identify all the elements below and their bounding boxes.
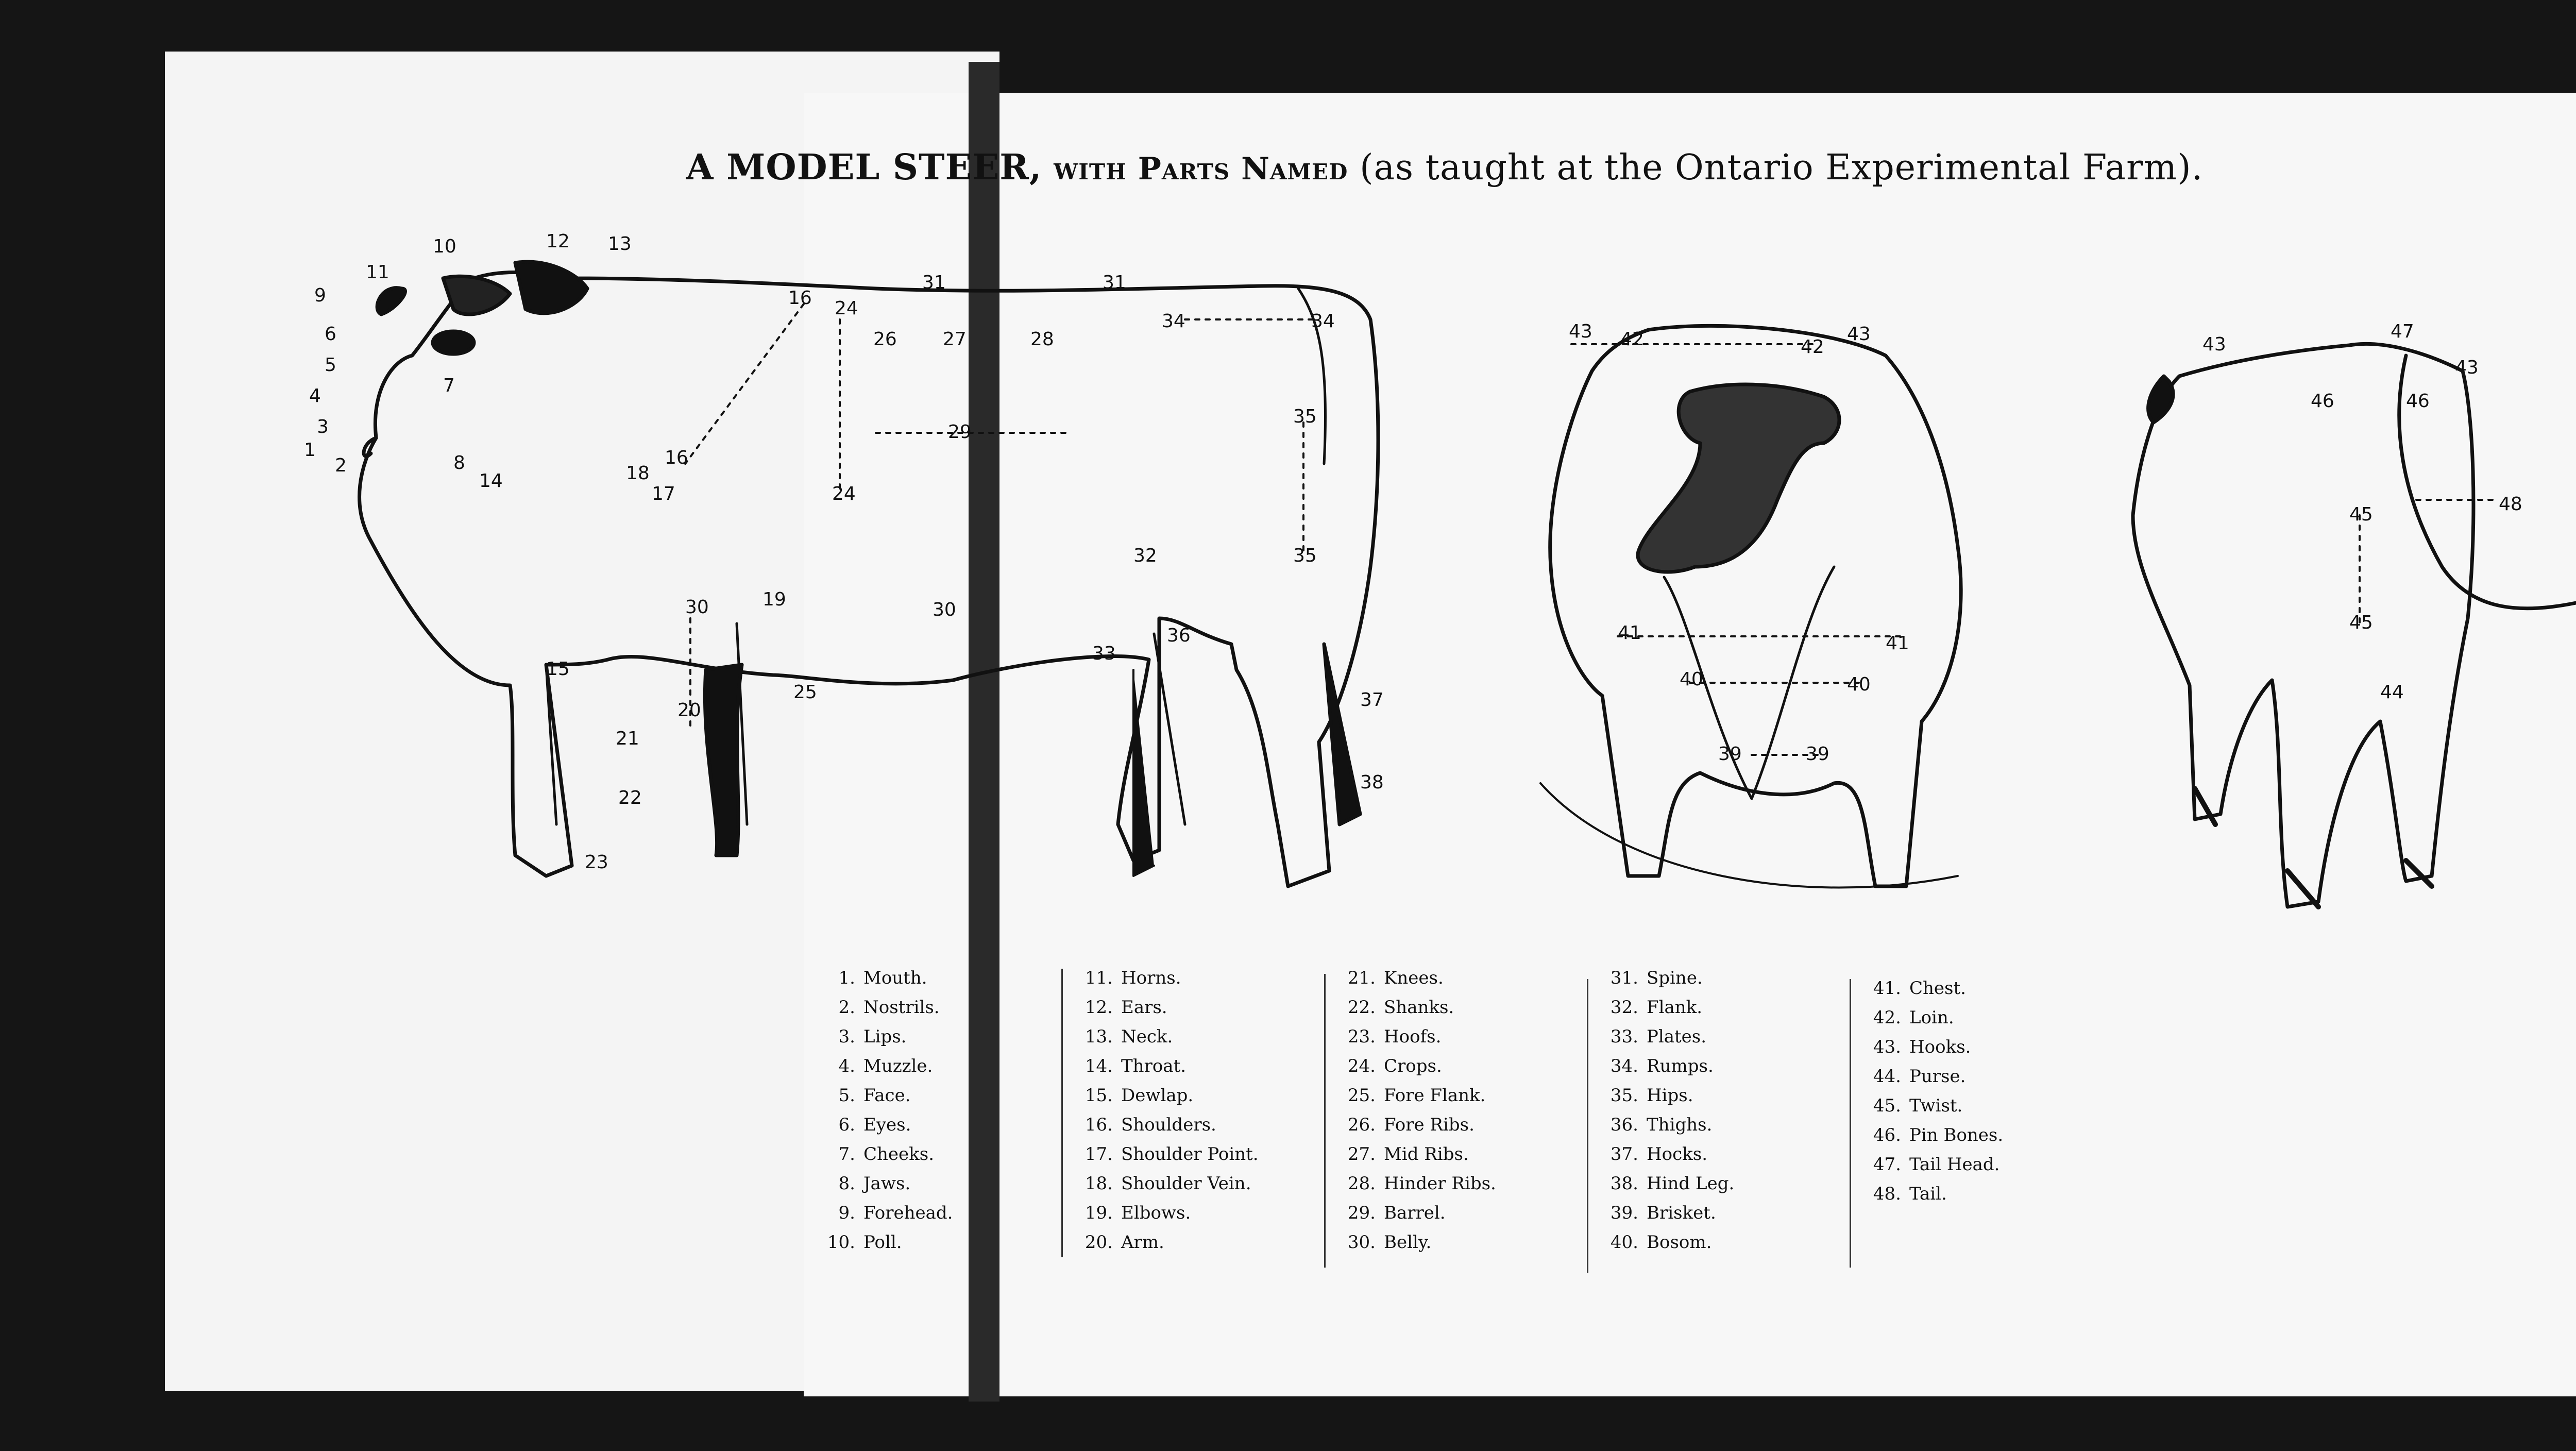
- legend-item: 9. Forehead.: [838, 1203, 953, 1223]
- side-label: 31: [1103, 272, 1126, 293]
- legend-item: 34. Rumps.: [1610, 1056, 1714, 1076]
- legend-item: 45. Twist.: [1873, 1095, 1963, 1116]
- title-main: A MODEL STEER,: [686, 147, 1042, 188]
- legend-divider: [1324, 974, 1326, 1268]
- side-label: 31: [922, 272, 946, 293]
- legend-item: 27. Mid Ribs.: [1347, 1144, 1469, 1165]
- legend-item: 14. Throat.: [1084, 1056, 1187, 1076]
- front-label: 42: [1620, 329, 1644, 350]
- title-sub: with Parts Named: [1054, 151, 1348, 187]
- rear-label: 43: [2202, 334, 2226, 355]
- legend-item: 21. Knees.: [1347, 968, 1444, 988]
- side-label: 11: [366, 262, 389, 283]
- legend-item: 28. Hinder Ribs.: [1347, 1173, 1496, 1194]
- legend-item: 16. Shoulders.: [1084, 1115, 1216, 1135]
- legend-item: 41. Chest.: [1873, 978, 1966, 999]
- legend-item: 37. Hocks.: [1610, 1144, 1708, 1165]
- side-label: 12: [546, 231, 570, 252]
- side-view-labels: [304, 231, 1384, 873]
- legend-item: 26. Fore Ribs.: [1347, 1115, 1475, 1135]
- front-label: 40: [1680, 669, 1703, 690]
- legend-column-5: [1865, 974, 2003, 1209]
- front-view-steer: [1540, 326, 1961, 887]
- side-label: 18: [626, 463, 650, 484]
- side-label: 17: [652, 483, 675, 504]
- legend-column-4: [1602, 964, 1734, 1257]
- legend-item: 6. Eyes.: [838, 1115, 911, 1135]
- side-label: 14: [479, 470, 503, 492]
- side-label: 35: [1293, 545, 1317, 566]
- legend-item: 23. Hoofs.: [1347, 1026, 1442, 1047]
- legend-item: 24. Crops.: [1347, 1056, 1442, 1076]
- rear-label: 44: [2380, 682, 2404, 703]
- legend-divider: [1587, 979, 1588, 1273]
- front-label: 40: [1847, 674, 1871, 695]
- legend-item: 2. Nostrils.: [838, 997, 940, 1018]
- legend-item: 33. Plates.: [1610, 1026, 1707, 1047]
- legend-item: 48. Tail.: [1873, 1184, 1947, 1204]
- side-label: 4: [309, 385, 321, 407]
- legend-divider: [1850, 979, 1851, 1268]
- side-label: 23: [585, 852, 608, 873]
- front-label: 43: [1847, 324, 1871, 345]
- side-label: 1: [304, 440, 316, 461]
- side-label: 19: [762, 589, 786, 610]
- legend-item: 32. Flank.: [1610, 997, 1703, 1018]
- side-label: 10: [433, 236, 456, 257]
- legend-item: 30. Belly.: [1347, 1232, 1432, 1253]
- legend-item: 44. Purse.: [1873, 1066, 1966, 1087]
- rear-label: 45: [2349, 612, 2373, 633]
- side-label: 21: [616, 728, 639, 749]
- side-label: 9: [314, 285, 326, 306]
- legend-item: 5. Face.: [838, 1085, 911, 1106]
- side-label: 34: [1311, 311, 1335, 332]
- legend-item: 43. Hooks.: [1873, 1037, 1971, 1057]
- side-label: 25: [793, 682, 817, 703]
- legend-item: 38. Hind Leg.: [1610, 1173, 1735, 1194]
- side-label: 34: [1162, 311, 1185, 332]
- rear-label: 47: [2391, 321, 2414, 342]
- legend-item: 47. Tail Head.: [1873, 1154, 2000, 1175]
- rear-label: 46: [2406, 391, 2430, 412]
- legend-item: 3. Lips.: [838, 1026, 907, 1047]
- legend-column-1: [819, 964, 953, 1257]
- legend-item: 19. Elbows.: [1084, 1203, 1191, 1223]
- side-label: 2: [335, 455, 347, 476]
- legend-item: 12. Ears.: [1084, 997, 1167, 1018]
- side-label: 6: [325, 324, 336, 345]
- legend-item: 10. Poll.: [827, 1232, 902, 1253]
- legend-item: 29. Barrel.: [1347, 1203, 1446, 1223]
- side-label: 24: [832, 483, 856, 504]
- legend-item: 15. Dewlap.: [1084, 1085, 1194, 1106]
- side-label: 33: [1092, 643, 1116, 664]
- side-label: 16: [788, 288, 812, 309]
- side-label: 28: [1030, 329, 1054, 350]
- side-label: 24: [835, 298, 858, 319]
- legend-item: 1. Mouth.: [838, 968, 927, 988]
- legend-item: 18. Shoulder Vein.: [1084, 1173, 1251, 1194]
- side-label: 29: [948, 421, 972, 443]
- rear-label: 46: [2311, 391, 2334, 412]
- legend-item: 22. Shanks.: [1347, 997, 1454, 1018]
- side-label: 30: [685, 597, 709, 618]
- side-label: 5: [325, 355, 336, 376]
- rear-label: 45: [2349, 504, 2373, 525]
- legend-divider: [1061, 969, 1063, 1257]
- side-view-steer: [360, 262, 2494, 886]
- title-note: (as taught at the Ontario Experimental Farm).: [1360, 147, 2204, 188]
- legend-item: 11. Horns.: [1084, 968, 1181, 988]
- side-label: 32: [1133, 545, 1157, 566]
- legend-item: 20. Arm.: [1084, 1232, 1164, 1253]
- side-label: 35: [1293, 406, 1317, 427]
- legend-item: 46. Pin Bones.: [1873, 1125, 2004, 1145]
- front-label: 41: [1618, 622, 1641, 644]
- legend-item: 13. Neck.: [1084, 1026, 1173, 1047]
- side-label: 36: [1167, 625, 1191, 646]
- legend-item: 7. Cheeks.: [838, 1144, 935, 1165]
- side-label: 16: [665, 447, 688, 468]
- front-label: 42: [1801, 336, 1824, 358]
- front-label: 41: [1886, 633, 1909, 654]
- legend-item: 40. Bosom.: [1610, 1232, 1712, 1253]
- side-label: 38: [1360, 772, 1384, 793]
- front-label: 39: [1806, 744, 1829, 765]
- side-label: 8: [453, 452, 465, 474]
- side-label: 15: [546, 659, 570, 680]
- legend-column-2: [1077, 964, 1259, 1257]
- legend-item: 42. Loin.: [1873, 1007, 1954, 1028]
- rear-label: 48: [2499, 494, 2522, 515]
- legend-item: 36. Thighs.: [1610, 1115, 1713, 1135]
- side-label: 20: [677, 700, 701, 721]
- side-label: 3: [317, 416, 329, 437]
- front-label: 39: [1718, 744, 1742, 765]
- side-label: 22: [618, 787, 642, 808]
- legend-item: 25. Fore Flank.: [1347, 1085, 1486, 1106]
- side-label: 13: [608, 233, 632, 255]
- legend-column-3: [1340, 964, 1496, 1257]
- legend-item: 17. Shoulder Point.: [1084, 1144, 1259, 1165]
- front-label: 43: [1569, 321, 1592, 342]
- side-label: 30: [933, 599, 956, 620]
- legend-item: 4. Muzzle.: [838, 1056, 933, 1076]
- side-label: 37: [1360, 689, 1384, 711]
- rear-label: 43: [2455, 357, 2479, 378]
- side-label: 26: [873, 329, 897, 350]
- side-label: 27: [943, 329, 967, 350]
- legend-item: 39. Brisket.: [1610, 1203, 1716, 1223]
- legend-item: 35. Hips.: [1610, 1085, 1693, 1106]
- legend-item: 31. Spine.: [1610, 968, 1703, 988]
- legend-item: 8. Jaws.: [838, 1173, 911, 1194]
- side-label: 7: [443, 375, 455, 396]
